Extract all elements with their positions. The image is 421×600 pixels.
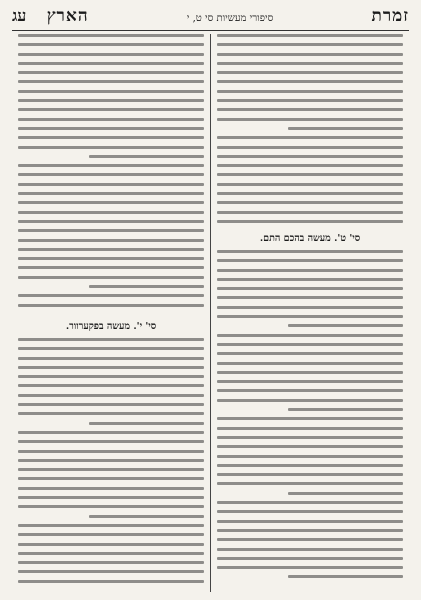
text-line: [18, 164, 204, 167]
text-line: [217, 566, 403, 569]
left-column-text-top: [18, 34, 204, 313]
page-number: עג: [12, 6, 27, 25]
text-line: [288, 324, 403, 327]
text-line: [217, 548, 403, 551]
text-line: [18, 496, 204, 499]
left-column: [12, 34, 210, 592]
text-line: [18, 136, 204, 139]
left-column-text-bottom: [18, 338, 204, 589]
text-line: [18, 229, 204, 232]
text-line: [217, 371, 403, 374]
text-line: [18, 62, 204, 65]
text-line: [217, 557, 403, 560]
text-line: [217, 201, 403, 204]
text-line: [18, 276, 204, 279]
text-columns: [12, 34, 409, 592]
text-line: [217, 427, 403, 430]
text-line: [217, 482, 403, 485]
text-line: [217, 473, 403, 476]
text-line: [217, 250, 403, 253]
text-line: [217, 520, 403, 523]
text-line: [18, 384, 204, 387]
text-line: [18, 338, 204, 341]
running-header: [12, 6, 409, 31]
text-line: [217, 306, 403, 309]
text-line: [18, 533, 204, 536]
text-line: [18, 248, 204, 251]
text-line: [18, 412, 204, 415]
text-line: [18, 90, 204, 93]
text-line: [18, 53, 204, 56]
text-line: [18, 477, 204, 480]
text-line: [18, 192, 204, 195]
text-line: [217, 62, 403, 65]
text-line: [217, 34, 403, 37]
text-line: [217, 399, 403, 402]
text-line: [217, 269, 403, 272]
text-line: [217, 211, 403, 214]
text-line: [18, 561, 204, 564]
text-line: [18, 403, 204, 406]
text-line: [18, 211, 204, 214]
text-line: [18, 127, 204, 130]
text-line: [18, 43, 204, 46]
text-line: [217, 220, 403, 223]
text-line: [18, 347, 204, 350]
text-line: [217, 136, 403, 139]
text-line: [217, 53, 403, 56]
text-line: [18, 118, 204, 121]
text-line: [18, 580, 204, 583]
text-line: [217, 99, 403, 102]
text-line: [18, 543, 204, 546]
text-line: [18, 357, 204, 360]
text-line: [18, 304, 204, 307]
text-line: [18, 220, 204, 223]
text-line: [18, 266, 204, 269]
text-line: [18, 257, 204, 260]
text-line: [18, 99, 204, 102]
text-line: [18, 201, 204, 204]
text-line: [18, 183, 204, 186]
header-right-title: זמרת: [371, 6, 409, 26]
text-line: [217, 436, 403, 439]
text-line: [217, 510, 403, 513]
text-line: [217, 192, 403, 195]
text-line: [217, 296, 403, 299]
text-line: [18, 524, 204, 527]
text-line: [18, 570, 204, 573]
text-line: [217, 362, 403, 365]
text-line: [18, 71, 204, 74]
text-line: [217, 352, 403, 355]
text-line: [217, 259, 403, 262]
text-line: [217, 108, 403, 111]
text-line: [217, 315, 403, 318]
text-line: [217, 164, 403, 167]
right-column-text-top: [217, 34, 403, 229]
text-line: [217, 343, 403, 346]
text-line: [18, 80, 204, 83]
text-line: [18, 505, 204, 508]
text-line: [217, 501, 403, 504]
text-line: [89, 155, 204, 158]
text-line: [18, 173, 204, 176]
text-line: [217, 287, 403, 290]
left-column-section-heading: סי' י'. מעשה בפקערוור.: [18, 321, 204, 333]
text-line: [217, 529, 403, 532]
text-line: [18, 459, 204, 462]
text-line: [217, 455, 403, 458]
right-column-text-bottom: [217, 250, 403, 585]
text-line: [89, 422, 204, 425]
text-line: [217, 118, 403, 121]
text-line: [18, 366, 204, 369]
header-left-title: הארץ: [46, 6, 89, 26]
text-line: [18, 34, 204, 37]
text-line: [217, 464, 403, 467]
text-line: [288, 127, 403, 130]
text-line: [18, 108, 204, 111]
text-line: [217, 146, 403, 149]
right-column: [211, 34, 409, 592]
text-line: [217, 538, 403, 541]
text-line: [217, 173, 403, 176]
text-line: [288, 575, 403, 578]
text-line: [217, 80, 403, 83]
text-line: [18, 487, 204, 490]
text-line: [18, 440, 204, 443]
text-line: [18, 450, 204, 453]
text-line: [217, 43, 403, 46]
text-line: [217, 417, 403, 420]
text-line: [18, 239, 204, 242]
text-line: [217, 380, 403, 383]
text-line: [18, 552, 204, 555]
text-line: [217, 334, 403, 337]
text-line: [18, 146, 204, 149]
right-column-section-heading: סי' ט'. מעשה בהכם התם.: [217, 233, 403, 245]
text-line: [89, 515, 204, 518]
text-line: [18, 294, 204, 297]
text-line: [288, 408, 403, 411]
text-line: [217, 155, 403, 158]
text-line: [217, 278, 403, 281]
text-line: [217, 90, 403, 93]
text-line: [18, 394, 204, 397]
text-line: [217, 183, 403, 186]
text-line: [288, 492, 403, 495]
header-center: סיפורי מעשיות סי ט, י: [186, 13, 274, 24]
text-line: [18, 375, 204, 378]
text-line: [18, 468, 204, 471]
text-line: [217, 71, 403, 74]
text-line: [18, 431, 204, 434]
text-line: [89, 285, 204, 288]
text-line: [217, 389, 403, 392]
text-line: [217, 445, 403, 448]
